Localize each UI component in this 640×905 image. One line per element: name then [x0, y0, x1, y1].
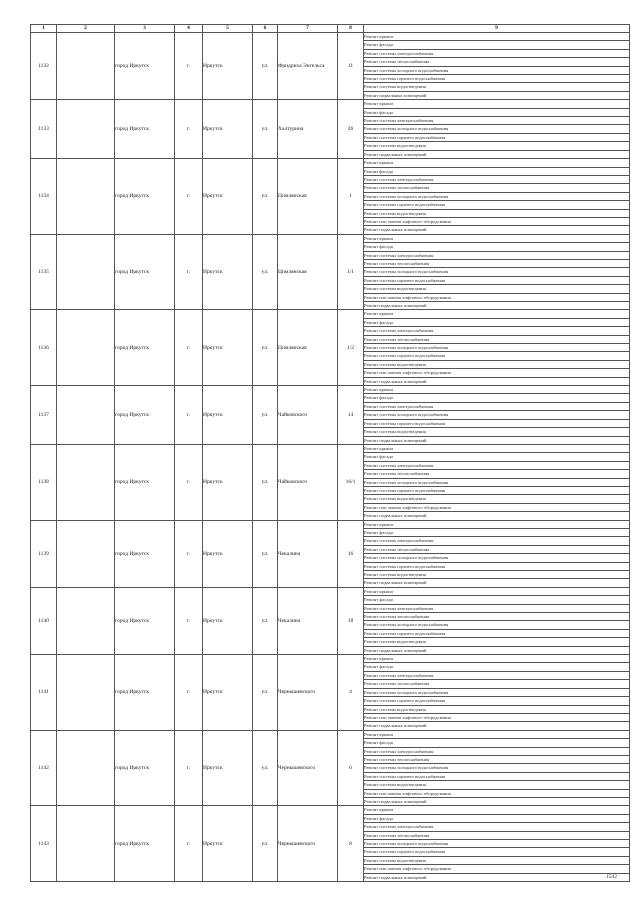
work-type-cell: Ремонт крыши	[364, 33, 630, 41]
work-type-cell: Ремонт системы горячего водоснабжения	[364, 352, 630, 360]
work-type-cell: Ремонт крыши	[364, 520, 630, 528]
work-type-cell: Ремонт или замена лифтового оборудования	[364, 789, 630, 797]
work-type-cell: Ремонт системы теплоснабжения	[364, 259, 630, 267]
settlement-type-cell: г.	[175, 520, 203, 587]
work-type-cell: Ремонт системы холодного водоснабжения	[364, 478, 630, 486]
house-number-cell: 11	[338, 33, 364, 100]
work-type-cell: Ремонт системы горячего водоснабжения	[364, 133, 630, 141]
table-row	[31, 234, 630, 242]
municipality-cell: город Иркутск	[115, 655, 175, 731]
record-number: 1137	[31, 386, 57, 445]
work-type-cell: Ремонт системы холодного водоснабжения	[364, 840, 630, 848]
empty-cell	[57, 587, 115, 654]
work-type-cell: Ремонт системы теплоснабжения	[364, 680, 630, 688]
street-type-cell: ул.	[253, 730, 278, 806]
work-type-cell: Ремонт системы водоотведения	[364, 209, 630, 217]
work-type-cell: Ремонт системы холодного водоснабжения	[364, 764, 630, 772]
work-type-cell: Ремонт системы электроснабжения	[364, 604, 630, 612]
work-type-cell: Ремонт системы холодного водоснабжения	[364, 344, 630, 352]
street-type-cell: ул.	[253, 806, 278, 882]
locality-cell: Иркутск	[203, 159, 253, 235]
street-cell: Цимлянская	[278, 310, 338, 386]
work-type-cell: Ремонт крыши	[364, 730, 630, 738]
street-type-cell: ул.	[253, 386, 278, 445]
work-type-cell: Ремонт крыши	[364, 587, 630, 595]
work-type-cell: Ремонт системы электроснабжения	[364, 251, 630, 259]
empty-cell	[57, 655, 115, 731]
work-type-cell: Ремонт подвальных помещений	[364, 302, 630, 310]
locality-cell: Иркутск	[203, 386, 253, 445]
street-type-cell: ул.	[253, 310, 278, 386]
work-type-cell: Ремонт системы теплоснабжения	[364, 335, 630, 343]
work-type-cell: Ремонт системы электроснабжения	[364, 671, 630, 679]
municipality-cell: город Иркутск	[115, 806, 175, 882]
house-number-cell: 1	[338, 159, 364, 235]
work-type-cell: Ремонт системы электроснабжения	[364, 117, 630, 125]
settlement-type-cell: г.	[175, 159, 203, 235]
table-row	[31, 386, 630, 394]
record-number: 1142	[31, 730, 57, 806]
work-type-cell: Ремонт крыши	[364, 444, 630, 452]
table-row	[31, 730, 630, 738]
record-number: 1135	[31, 234, 57, 310]
work-type-cell: Ремонт системы водоотведения	[364, 428, 630, 436]
table-row	[31, 159, 630, 167]
municipality-cell: город Иркутск	[115, 444, 175, 520]
house-number-cell: 18	[338, 587, 364, 654]
record-number: 1132	[31, 33, 57, 100]
table-row	[31, 33, 630, 41]
street-cell: Чекалина	[278, 520, 338, 587]
work-type-cell: Ремонт фасада	[364, 394, 630, 402]
record-number: 1143	[31, 806, 57, 882]
work-type-cell: Ремонт или замена лифтового оборудования	[364, 369, 630, 377]
house-number-cell: 16	[338, 520, 364, 587]
table-body	[31, 33, 630, 882]
work-type-cell: Ремонт системы электроснабжения	[364, 327, 630, 335]
work-type-cell: Ремонт системы горячего водоснабжения	[364, 562, 630, 570]
empty-cell	[57, 806, 115, 882]
col-header: 7	[278, 25, 338, 33]
work-type-cell: Ремонт или замена лифтового оборудования	[364, 217, 630, 225]
col-header: 8	[338, 25, 364, 33]
col-header: 2	[57, 25, 115, 33]
table-row	[31, 520, 630, 528]
street-type-cell: ул.	[253, 520, 278, 587]
work-type-cell: Ремонт крыши	[364, 159, 630, 167]
settlement-type-cell: г.	[175, 444, 203, 520]
page-number: 1542	[606, 874, 617, 880]
locality-cell: Иркутск	[203, 444, 253, 520]
work-type-cell: Ремонт системы электроснабжения	[364, 461, 630, 469]
empty-cell	[57, 33, 115, 100]
work-type-cell: Ремонт системы теплоснабжения	[364, 545, 630, 553]
table-row	[31, 655, 630, 663]
work-type-cell: Ремонт системы горячего водоснабжения	[364, 75, 630, 83]
work-type-cell: Ремонт системы горячего водоснабжения	[364, 848, 630, 856]
work-type-cell: Ремонт фасада	[364, 318, 630, 326]
work-type-cell: Ремонт системы горячего водоснабжения	[364, 201, 630, 209]
house-number-cell: 1/2	[338, 310, 364, 386]
house-number-cell: 16/1	[338, 444, 364, 520]
street-cell: Цимлянская	[278, 234, 338, 310]
work-type-cell: Ремонт системы теплоснабжения	[364, 58, 630, 66]
work-type-cell: Ремонт системы водоотведения	[364, 781, 630, 789]
work-type-cell: Ремонт подвальных помещений	[364, 646, 630, 654]
work-type-cell: Ремонт фасада	[364, 243, 630, 251]
work-type-cell: Ремонт или замена лифтового оборудования	[364, 293, 630, 301]
work-type-cell: Ремонт системы электроснабжения	[364, 49, 630, 57]
house-number-cell: 4	[338, 655, 364, 731]
work-type-cell: Ремонт подвальных помещений	[364, 436, 630, 444]
locality-cell: Иркутск	[203, 655, 253, 731]
work-type-cell: Ремонт системы холодного водоснабжения	[364, 125, 630, 133]
street-type-cell: ул.	[253, 33, 278, 100]
work-type-cell: Ремонт крыши	[364, 310, 630, 318]
settlement-type-cell: г.	[175, 33, 203, 100]
municipality-cell: город Иркутск	[115, 234, 175, 310]
work-type-cell: Ремонт системы холодного водоснабжения	[364, 66, 630, 74]
street-cell: Фридриха Энгельса	[278, 33, 338, 100]
work-type-cell: Ремонт системы теплоснабжения	[364, 613, 630, 621]
work-type-cell: Ремонт системы холодного водоснабжения	[364, 192, 630, 200]
work-type-cell: Ремонт системы горячего водоснабжения	[364, 629, 630, 637]
street-cell: Чайковского	[278, 386, 338, 445]
work-type-cell: Ремонт системы теплоснабжения	[364, 755, 630, 763]
work-type-cell: Ремонт фасада	[364, 108, 630, 116]
work-type-cell: Ремонт крыши	[364, 806, 630, 814]
work-type-cell: Ремонт фасада	[364, 814, 630, 822]
settlement-type-cell: г.	[175, 655, 203, 731]
col-header: 3	[115, 25, 175, 33]
work-type-cell: Ремонт системы горячего водоснабжения	[364, 276, 630, 284]
municipality-cell: город Иркутск	[115, 100, 175, 159]
work-type-cell: Ремонт системы электроснабжения	[364, 402, 630, 410]
work-type-cell: Ремонт системы водоотведения	[364, 495, 630, 503]
header-row	[31, 25, 630, 33]
house-number-cell: 1/1	[338, 234, 364, 310]
empty-cell	[57, 234, 115, 310]
record-number: 1134	[31, 159, 57, 235]
settlement-type-cell: г.	[175, 310, 203, 386]
record-number: 1136	[31, 310, 57, 386]
street-type-cell: ул.	[253, 655, 278, 731]
work-type-cell: Ремонт крыши	[364, 234, 630, 242]
locality-cell: Иркутск	[203, 100, 253, 159]
work-type-cell: Ремонт системы электроснабжения	[364, 747, 630, 755]
work-type-cell: Ремонт подвальных помещений	[364, 226, 630, 234]
col-header: 1	[31, 25, 57, 33]
municipality-cell: город Иркутск	[115, 33, 175, 100]
street-type-cell: ул.	[253, 100, 278, 159]
work-type-cell: Ремонт системы холодного водоснабжения	[364, 411, 630, 419]
work-type-cell: Ремонт подвальных помещений	[364, 150, 630, 158]
work-type-cell: Ремонт системы холодного водоснабжения	[364, 268, 630, 276]
empty-cell	[57, 730, 115, 806]
work-type-cell: Ремонт крыши	[364, 100, 630, 108]
municipality-cell: город Иркутск	[115, 310, 175, 386]
house-number-cell: 14	[338, 386, 364, 445]
work-type-cell: Ремонт фасада	[364, 41, 630, 49]
work-type-cell: Ремонт фасада	[364, 596, 630, 604]
work-type-cell: Ремонт подвальных помещений	[364, 797, 630, 805]
locality-cell: Иркутск	[203, 730, 253, 806]
work-type-cell: Ремонт системы водоотведения	[364, 360, 630, 368]
work-type-cell: Ремонт системы водоотведения	[364, 856, 630, 864]
settlement-type-cell: г.	[175, 730, 203, 806]
work-type-cell: Ремонт системы электроснабжения	[364, 537, 630, 545]
table-row	[31, 806, 630, 814]
empty-cell	[57, 159, 115, 235]
register-table	[30, 24, 630, 882]
locality-cell: Иркутск	[203, 806, 253, 882]
work-type-cell: Ремонт системы водоотведения	[364, 638, 630, 646]
street-type-cell: ул.	[253, 159, 278, 235]
work-type-cell: Ремонт системы теплоснабжения	[364, 470, 630, 478]
house-number-cell: 26	[338, 100, 364, 159]
house-number-cell: 8	[338, 806, 364, 882]
work-type-cell: Ремонт системы горячего водоснабжения	[364, 772, 630, 780]
street-cell: Чайковского	[278, 444, 338, 520]
work-type-cell: Ремонт системы водоотведения	[364, 83, 630, 91]
work-type-cell: Ремонт или замена лифтового оборудования	[364, 713, 630, 721]
record-number: 1141	[31, 655, 57, 731]
street-cell: Чернышевского	[278, 806, 338, 882]
col-header: 9	[364, 25, 630, 33]
work-type-cell: Ремонт системы горячего водоснабжения	[364, 486, 630, 494]
work-type-cell: Ремонт системы водоотведения	[364, 571, 630, 579]
work-type-cell: Ремонт фасада	[364, 739, 630, 747]
empty-cell	[57, 520, 115, 587]
work-type-cell: Ремонт или замена лифтового оборудования	[364, 503, 630, 511]
record-number: 1140	[31, 587, 57, 654]
work-type-cell: Ремонт подвальных помещений	[364, 579, 630, 587]
empty-cell	[57, 444, 115, 520]
street-cell: Чернышевского	[278, 655, 338, 731]
table-row	[31, 587, 630, 595]
work-type-cell: Ремонт системы горячего водоснабжения	[364, 697, 630, 705]
work-type-cell: Ремонт системы электроснабжения	[364, 823, 630, 831]
work-type-cell: Ремонт системы водоотведения	[364, 285, 630, 293]
municipality-cell: город Иркутск	[115, 730, 175, 806]
settlement-type-cell: г.	[175, 386, 203, 445]
settlement-type-cell: г.	[175, 806, 203, 882]
empty-cell	[57, 386, 115, 445]
street-cell: Чернышевского	[278, 730, 338, 806]
work-type-cell: Ремонт системы теплоснабжения	[364, 831, 630, 839]
empty-cell	[57, 100, 115, 159]
locality-cell: Иркутск	[203, 520, 253, 587]
work-type-cell: Ремонт системы холодного водоснабжения	[364, 688, 630, 696]
locality-cell: Иркутск	[203, 234, 253, 310]
street-cell: Халтурина	[278, 100, 338, 159]
work-type-cell: Ремонт системы теплоснабжения	[364, 184, 630, 192]
work-type-cell: Ремонт фасада	[364, 453, 630, 461]
work-type-cell: Ремонт системы электроснабжения	[364, 175, 630, 183]
col-header: 5	[203, 25, 253, 33]
locality-cell: Иркутск	[203, 33, 253, 100]
work-type-cell: Ремонт или замена лифтового оборудования	[364, 865, 630, 873]
locality-cell: Иркутск	[203, 587, 253, 654]
work-type-cell: Ремонт фасада	[364, 167, 630, 175]
work-type-cell: Ремонт крыши	[364, 655, 630, 663]
empty-cell	[57, 310, 115, 386]
house-number-cell: 6	[338, 730, 364, 806]
work-type-cell: Ремонт системы холодного водоснабжения	[364, 621, 630, 629]
settlement-type-cell: г.	[175, 100, 203, 159]
street-cell: Чекалина	[278, 587, 338, 654]
street-type-cell: ул.	[253, 234, 278, 310]
work-type-cell: Ремонт фасада	[364, 663, 630, 671]
work-type-cell: Ремонт подвальных помещений	[364, 873, 630, 881]
col-header: 6	[253, 25, 278, 33]
work-type-cell: Ремонт подвальных помещений	[364, 722, 630, 730]
settlement-type-cell: г.	[175, 234, 203, 310]
settlement-type-cell: г.	[175, 587, 203, 654]
locality-cell: Иркутск	[203, 310, 253, 386]
work-type-cell: Ремонт фасада	[364, 528, 630, 536]
table-row	[31, 100, 630, 108]
record-number: 1139	[31, 520, 57, 587]
col-header: 4	[175, 25, 203, 33]
work-type-cell: Ремонт системы горячего водоснабжения	[364, 419, 630, 427]
work-type-cell: Ремонт системы холодного водоснабжения	[364, 554, 630, 562]
work-type-cell: Ремонт подвальных помещений	[364, 91, 630, 99]
street-type-cell: ул.	[253, 587, 278, 654]
work-type-cell: Ремонт системы водоотведения	[364, 705, 630, 713]
municipality-cell: город Иркутск	[115, 386, 175, 445]
work-type-cell: Ремонт крыши	[364, 386, 630, 394]
street-cell: Цимлянская	[278, 159, 338, 235]
municipality-cell: город Иркутск	[115, 159, 175, 235]
municipality-cell: город Иркутск	[115, 520, 175, 587]
work-type-cell: Ремонт подвальных помещений	[364, 512, 630, 520]
table-row	[31, 310, 630, 318]
table-row	[31, 444, 630, 452]
work-type-cell: Ремонт системы водоотведения	[364, 142, 630, 150]
work-type-cell: Ремонт подвальных помещений	[364, 377, 630, 385]
street-type-cell: ул.	[253, 444, 278, 520]
municipality-cell: город Иркутск	[115, 587, 175, 654]
record-number: 1133	[31, 100, 57, 159]
record-number: 1138	[31, 444, 57, 520]
